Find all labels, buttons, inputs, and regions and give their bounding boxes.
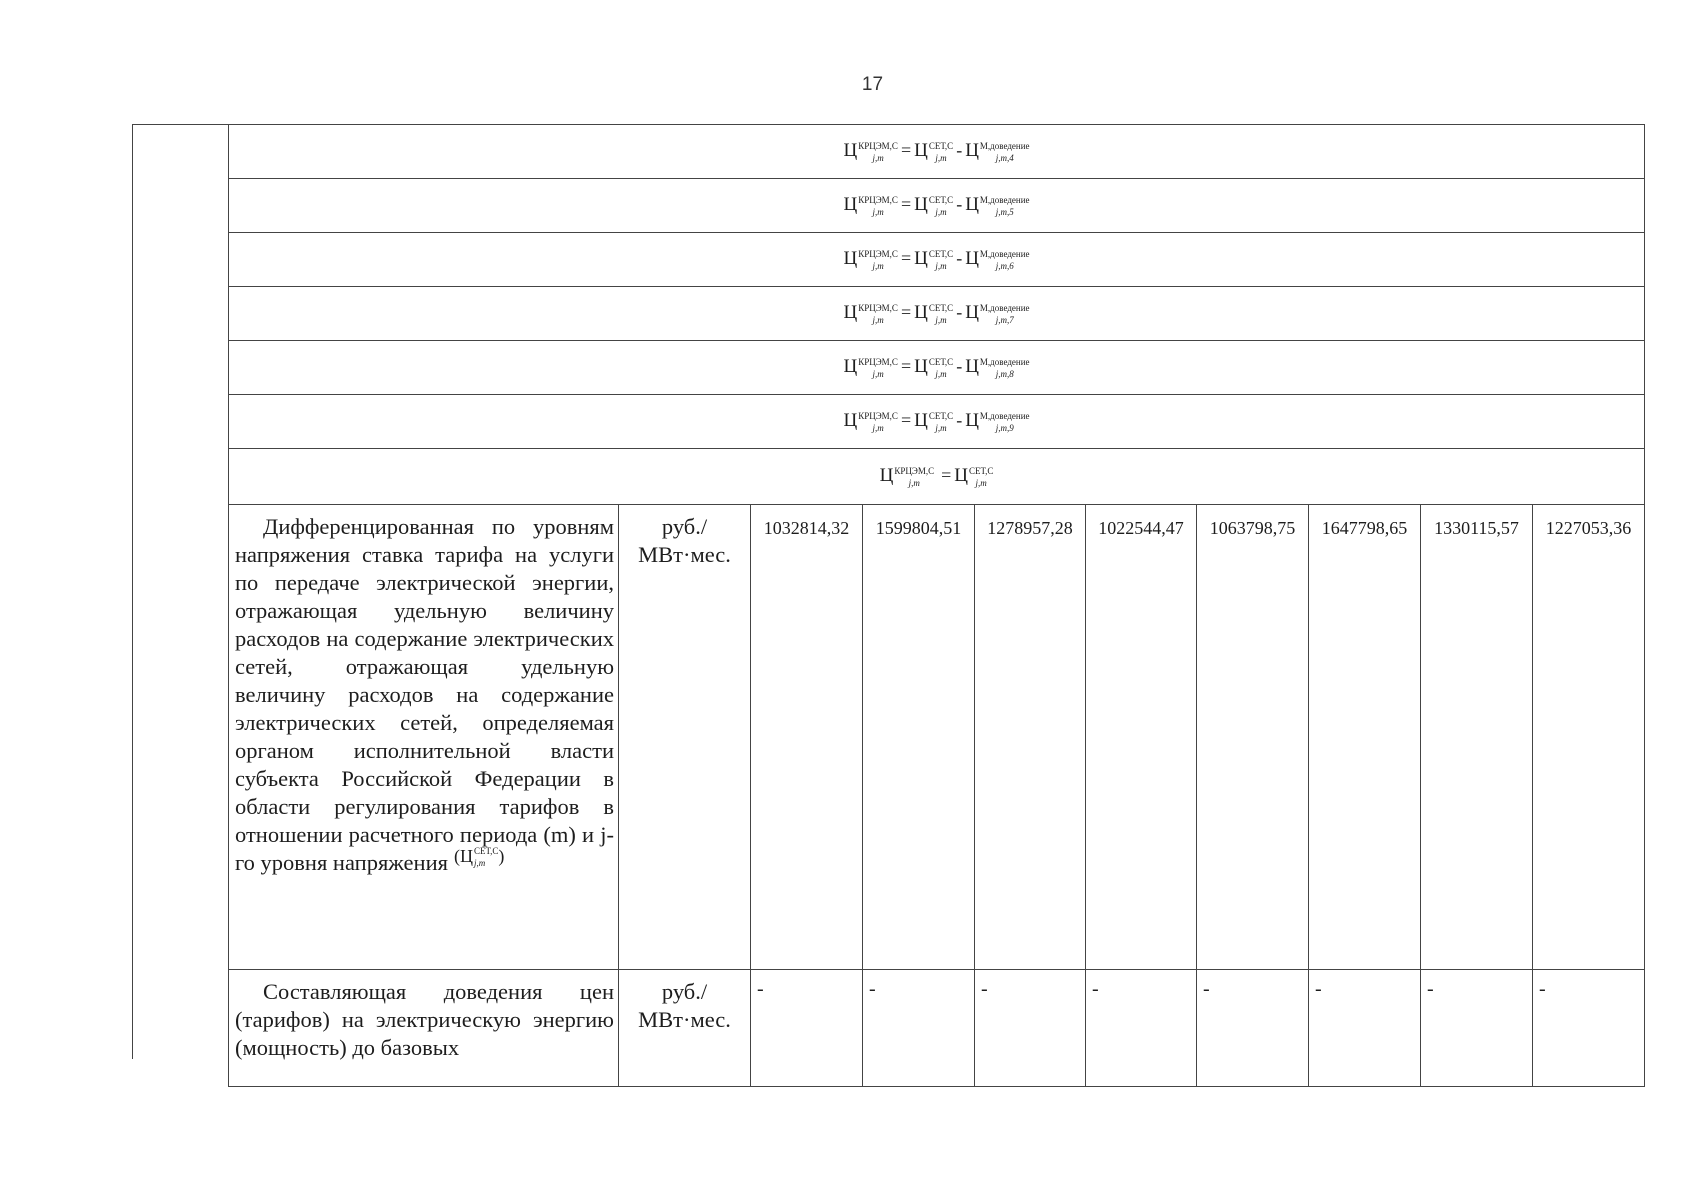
formula-cell — [229, 287, 1645, 341]
outer-table-top-border — [132, 124, 228, 125]
formula-equals: = — [900, 410, 912, 431]
formula-superscript: М,доведение — [979, 302, 1030, 313]
formula-cell-final — [229, 449, 1645, 505]
formula-symbol: Ц — [843, 302, 858, 324]
formula-subscript: j,m — [872, 206, 884, 217]
formula-subscript: j,m — [872, 152, 884, 163]
formula — [843, 140, 1029, 162]
formula-equals: = — [900, 356, 912, 377]
component-unit: руб./ МВт·мес. — [619, 970, 751, 1087]
table-row — [229, 395, 1645, 449]
component-value: - — [1533, 970, 1645, 1087]
formula-superscript: СЕТ,С — [928, 410, 954, 421]
formula-superscript: КРЦЭМ,С — [858, 302, 898, 313]
formula-symbol: Ц — [914, 302, 928, 324]
formula-subscript: j,m — [935, 314, 947, 325]
formula-minus: - — [956, 248, 963, 269]
rate-symbol: (Ц СЕТ,С j,m ) — [453, 845, 505, 868]
formula-superscript: М,доведение — [979, 356, 1030, 367]
formula-minus: - — [956, 194, 963, 215]
rate-value: 1227053,36 — [1533, 505, 1645, 970]
formula-superscript: СЕТ,С — [928, 140, 954, 151]
component-value: - — [751, 970, 863, 1087]
table-row — [229, 341, 1645, 395]
table-row — [229, 125, 1645, 179]
formula-subscript: j,m — [935, 368, 947, 379]
formula-subscript: j,m,9 — [995, 422, 1014, 433]
rate-value: 1647798,65 — [1309, 505, 1421, 970]
formula-subscript: j,m — [935, 422, 947, 433]
formula-superscript: КРЦЭМ,С — [858, 140, 898, 151]
formula-superscript: КРЦЭМ,С — [858, 194, 898, 205]
formula-symbol: Ц — [914, 140, 928, 162]
formula-symbol: Ц — [965, 302, 979, 324]
formula-cell — [229, 233, 1645, 287]
formula-subscript: j,m — [872, 260, 884, 271]
component-value: - — [1309, 970, 1421, 1087]
component-value: - — [1197, 970, 1309, 1087]
formula-cell — [229, 341, 1645, 395]
final-formula-rows — [229, 449, 1645, 505]
formula-superscript: СЕТ,С — [928, 194, 954, 205]
formula — [843, 194, 1029, 216]
formula-subscript: j,m — [935, 206, 947, 217]
formula-superscript: СЕТ,С — [928, 248, 954, 259]
final-formula — [880, 465, 994, 487]
formula-symbol: Ц — [965, 140, 979, 162]
formula — [843, 410, 1029, 432]
formula-minus: - — [956, 302, 963, 323]
formula-symbol: Ц — [965, 248, 979, 270]
formula-symbol: Ц — [843, 356, 858, 378]
formula-superscript: М,доведение — [979, 410, 1030, 421]
formula-superscript: СЕТ,С — [928, 302, 954, 313]
formula-equals: = — [941, 465, 952, 486]
formula-symbol: Ц — [914, 248, 928, 270]
formula-symbol: Ц — [843, 410, 858, 432]
formula-subscript: j,m,6 — [995, 260, 1014, 271]
formula-symbol: Ц — [879, 465, 894, 487]
rate-unit: руб./ МВт·мес. — [619, 505, 751, 970]
formula-subscript: j,m — [872, 368, 884, 379]
outer-table-left-border — [132, 124, 133, 1059]
data-rows — [229, 505, 1645, 1087]
rate-value: 1278957,28 — [975, 505, 1086, 970]
formula-equals: = — [900, 248, 912, 269]
formula-symbol: Ц — [843, 248, 858, 270]
rate-value: 1063798,75 — [1197, 505, 1309, 970]
formula-subscript: j,m,4 — [995, 152, 1014, 163]
formula-cell — [229, 179, 1645, 233]
formula-subscript: j,m,7 — [995, 314, 1014, 325]
formula-rows — [229, 125, 1645, 449]
rate-value: 1022544,47 — [1086, 505, 1197, 970]
table-row-rate — [229, 505, 1645, 970]
table-row — [229, 233, 1645, 287]
formula-symbol: Ц — [914, 356, 928, 378]
formula-superscript: КРЦЭМ,С — [894, 465, 935, 476]
component-value: - — [863, 970, 975, 1087]
formula-subscript: j,m,5 — [995, 206, 1014, 217]
formula-symbol: Ц — [965, 356, 979, 378]
formula-cell — [229, 395, 1645, 449]
formula-subscript: j,m — [935, 260, 947, 271]
formula-equals: = — [900, 194, 912, 215]
formula-superscript: М,доведение — [979, 140, 1030, 151]
table-row — [229, 449, 1645, 505]
formula-superscript: М,доведение — [979, 248, 1030, 259]
formula-cell — [229, 125, 1645, 179]
table-row-component — [229, 970, 1645, 1087]
formula-equals: = — [900, 140, 912, 161]
formula-symbol: Ц — [965, 410, 979, 432]
formula — [843, 248, 1029, 270]
page-number: 17 — [861, 74, 884, 95]
component-value: - — [1086, 970, 1197, 1087]
component-value: - — [1421, 970, 1533, 1087]
formula-subscript: j,m — [872, 422, 884, 433]
formula-superscript: КРЦЭМ,С — [858, 248, 898, 259]
formula-subscript: j,m — [872, 314, 884, 325]
formula-subscript: j,m — [935, 152, 947, 163]
tariff-table — [228, 124, 1645, 1087]
rate-description: Дифференцированная по уровням напряжения ставка тарифа на услуги по передаче электрической энергии, отражающая удельную величину расходов на содержание электрических сетей, отражающая удельную величину расходов на содержание электрических сетей, определяемая органом исполнительной власти субъекта Российской Федерации в области регулирования тарифов в отношении расчетного периода (m) и j-го уровня напряжения (Ц СЕТ,С j,m ) — [229, 505, 619, 970]
formula-equals: = — [900, 302, 912, 323]
rate-value: 1599804,51 — [863, 505, 975, 970]
formula-symbol: Ц — [965, 194, 979, 216]
rate-value: 1032814,32 — [751, 505, 863, 970]
table-row — [229, 179, 1645, 233]
formula-superscript: КРЦЭМ,С — [858, 356, 898, 367]
formula — [843, 356, 1029, 378]
formula-minus: - — [956, 356, 963, 377]
formula-symbol: Ц — [954, 465, 968, 487]
formula-minus: - — [956, 140, 963, 161]
formula-symbol: Ц — [914, 194, 928, 216]
formula-subscript: j,m,8 — [995, 368, 1014, 379]
formula-symbol: Ц — [843, 194, 858, 216]
formula — [843, 302, 1029, 324]
component-description: Составляющая доведения цен (тарифов) на электрическую энергию (мощность) до базовых — [229, 970, 619, 1087]
formula-subscript: j,m — [908, 477, 920, 488]
rate-value: 1330115,57 — [1421, 505, 1533, 970]
formula-superscript: КРЦЭМ,С — [858, 410, 898, 421]
formula-symbol: Ц — [914, 410, 928, 432]
formula-superscript: СЕТ,С — [928, 356, 954, 367]
formula-symbol: Ц — [843, 140, 858, 162]
formula-minus: - — [956, 410, 963, 431]
formula-superscript: СЕТ,С — [969, 465, 994, 476]
component-value: - — [975, 970, 1086, 1087]
formula-subscript: j,m — [975, 477, 987, 488]
formula-superscript: М,доведение — [979, 194, 1030, 205]
table-row — [229, 287, 1645, 341]
